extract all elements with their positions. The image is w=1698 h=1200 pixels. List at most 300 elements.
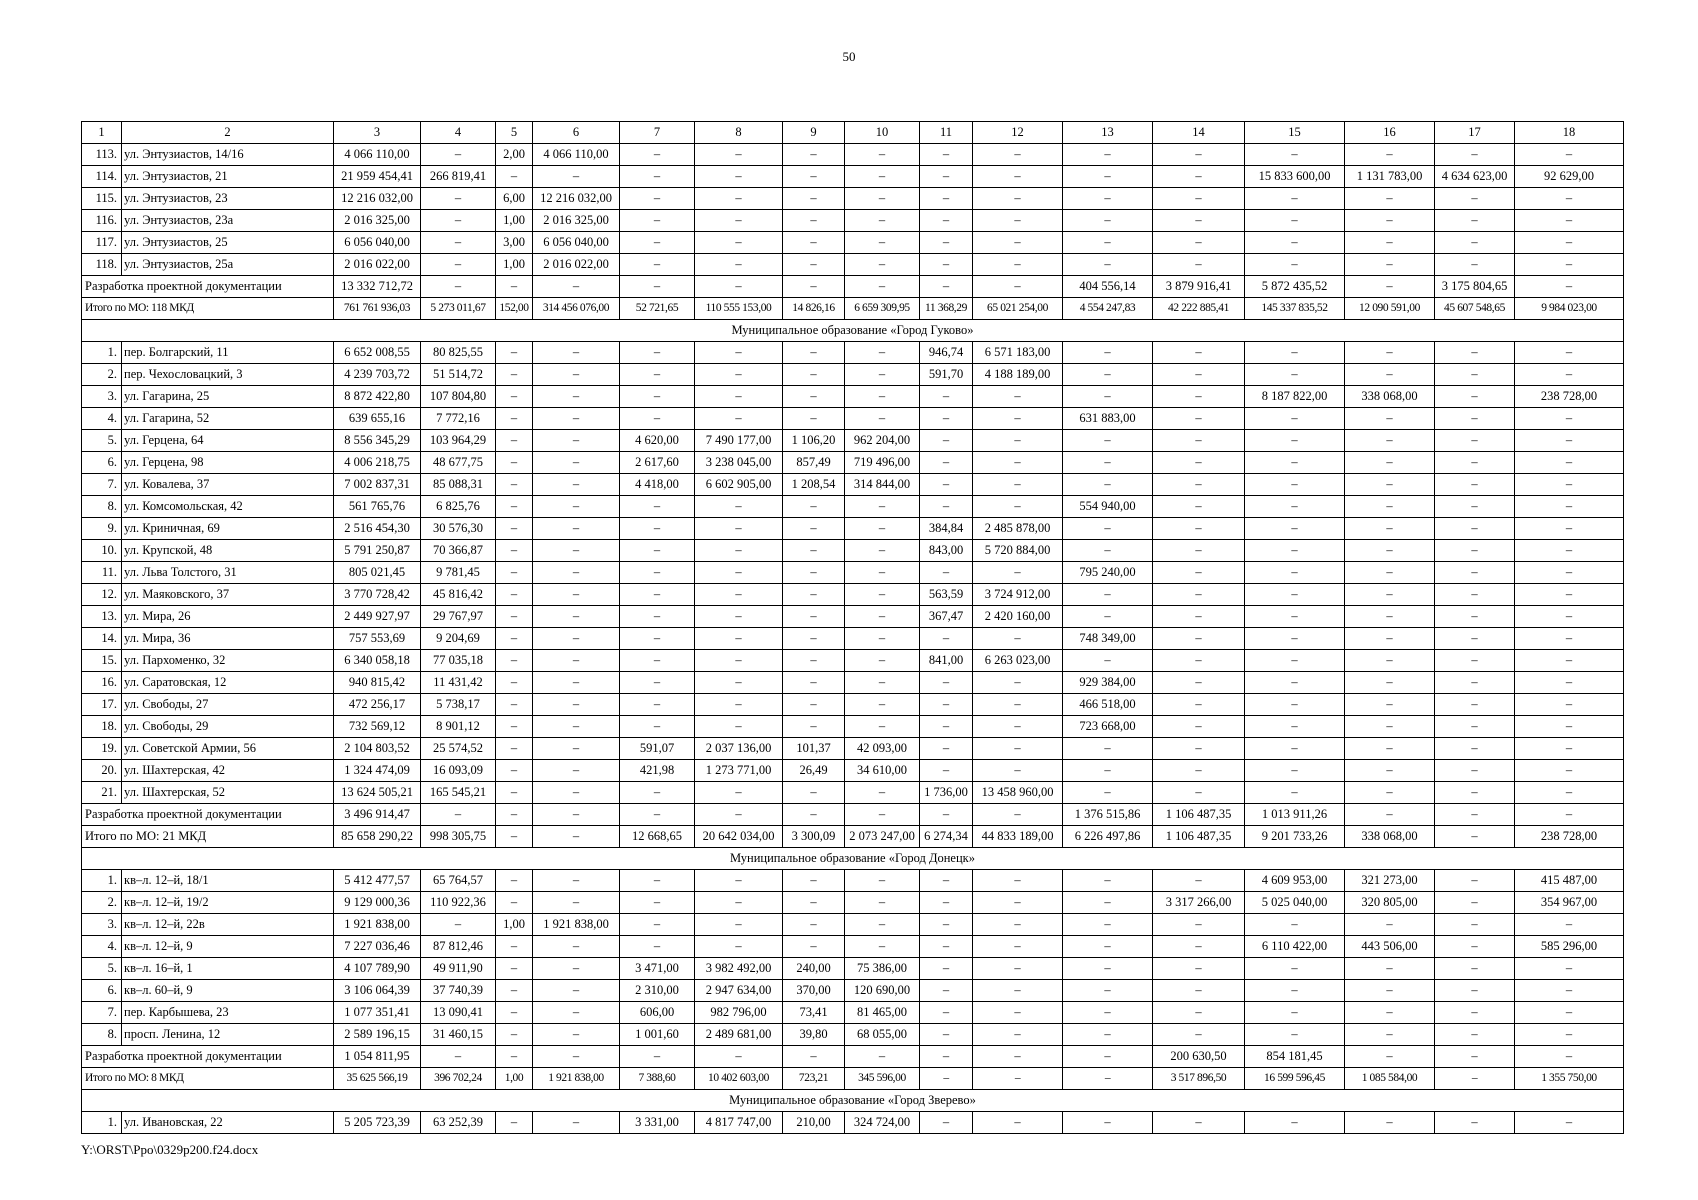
table-cell: – — [1515, 342, 1624, 364]
table-cell: – — [1435, 210, 1515, 232]
summary-row — [82, 298, 1624, 320]
table-cell: 7 490 177,00 — [695, 430, 783, 452]
table-cell: 761 761 936,03 — [334, 298, 421, 320]
table-cell: 2 016 022,00 — [533, 254, 620, 276]
table-cell: – — [1063, 870, 1153, 892]
table-cell: – — [1153, 430, 1245, 452]
table-cell: – — [1063, 606, 1153, 628]
table-cell: – — [533, 364, 620, 386]
table-cell: – — [920, 166, 973, 188]
table-cell: 421,98 — [620, 760, 695, 782]
table-cell: 51 514,72 — [421, 364, 496, 386]
table-cell: – — [496, 364, 533, 386]
table-cell: – — [1515, 716, 1624, 738]
table-cell: – — [620, 936, 695, 958]
table-cell: – — [620, 342, 695, 364]
table-cell: – — [1435, 716, 1515, 738]
table-row — [82, 628, 1624, 650]
table-cell: – — [920, 1002, 973, 1024]
table-cell: – — [496, 892, 533, 914]
table-cell: – — [533, 804, 620, 826]
table-cell: 14 — [1153, 122, 1245, 144]
table-cell: – — [973, 452, 1063, 474]
table-cell: 85 088,31 — [421, 474, 496, 496]
table-cell: кв–л. 12–й, 19/2 — [122, 892, 334, 914]
section-header-row — [82, 848, 1624, 870]
table-cell: 12. — [82, 584, 122, 606]
table-cell: – — [845, 540, 920, 562]
table-cell: 6. — [82, 452, 122, 474]
table-cell: 6 571 183,00 — [973, 342, 1063, 364]
table-cell: 1 001,60 — [620, 1024, 695, 1046]
table-cell: – — [1245, 782, 1345, 804]
table-cell: – — [783, 606, 845, 628]
table-cell: – — [783, 210, 845, 232]
table-cell: – — [1435, 826, 1515, 848]
table-cell: 8 187 822,00 — [1245, 386, 1345, 408]
table-cell: – — [620, 1046, 695, 1068]
table-cell: – — [496, 518, 533, 540]
table-cell: – — [1345, 452, 1435, 474]
table-cell: – — [496, 342, 533, 364]
table-cell: 116. — [82, 210, 122, 232]
table-cell: – — [496, 826, 533, 848]
table-cell: – — [695, 540, 783, 562]
table-cell: – — [1245, 980, 1345, 1002]
table-cell: – — [1345, 342, 1435, 364]
table-cell: 5 273 011,67 — [421, 298, 496, 320]
table-cell: – — [845, 386, 920, 408]
table-cell: 13. — [82, 606, 122, 628]
table-cell: 21. — [82, 782, 122, 804]
table-cell: – — [533, 562, 620, 584]
table-cell: – — [1153, 518, 1245, 540]
table-cell: ул. Герцена, 64 — [122, 430, 334, 452]
table-cell: – — [1515, 1024, 1624, 1046]
table-row — [82, 958, 1624, 980]
table-cell: – — [1153, 386, 1245, 408]
table-row — [82, 386, 1624, 408]
table-cell: ул. Энтузиастов, 25 — [122, 232, 334, 254]
table-cell: 3. — [82, 914, 122, 936]
table-row — [82, 166, 1624, 188]
table-cell: – — [620, 694, 695, 716]
table-cell: 841,00 — [920, 650, 973, 672]
table-cell: – — [783, 496, 845, 518]
table-cell: 210,00 — [783, 1112, 845, 1134]
table-cell: – — [1063, 1068, 1153, 1090]
table-cell: – — [1435, 254, 1515, 276]
table-cell: – — [1153, 166, 1245, 188]
table-cell: – — [845, 232, 920, 254]
table-cell: – — [1153, 980, 1245, 1002]
table-cell: ул. Гагарина, 52 — [122, 408, 334, 430]
table-cell: – — [533, 452, 620, 474]
table-cell: – — [1245, 518, 1345, 540]
table-cell: – — [533, 1024, 620, 1046]
table-cell: 1 054 811,95 — [334, 1046, 421, 1068]
table-cell: Разработка проектной документации — [82, 276, 334, 298]
table-cell: 2 589 196,15 — [334, 1024, 421, 1046]
table-cell: – — [1435, 144, 1515, 166]
table-cell: – — [920, 232, 973, 254]
table-cell: 4 066 110,00 — [533, 144, 620, 166]
table-cell: 2 037 136,00 — [695, 738, 783, 760]
table-cell: ул. Энтузиастов, 14/16 — [122, 144, 334, 166]
table-cell: – — [496, 936, 533, 958]
table-cell: – — [783, 914, 845, 936]
table-row — [82, 232, 1624, 254]
table-cell: 1,00 — [496, 914, 533, 936]
table-cell: 338 068,00 — [1345, 826, 1435, 848]
table-cell: 45 816,42 — [421, 584, 496, 606]
table-cell: – — [1245, 716, 1345, 738]
table-cell: – — [1435, 1112, 1515, 1134]
table-cell: – — [973, 1002, 1063, 1024]
table-cell: – — [1515, 584, 1624, 606]
table-cell: – — [533, 782, 620, 804]
table-row — [82, 716, 1624, 738]
table-cell: ул. Ковалева, 37 — [122, 474, 334, 496]
table-cell: – — [421, 210, 496, 232]
table-cell: 45 607 548,65 — [1435, 298, 1515, 320]
table-cell: – — [620, 144, 695, 166]
table-cell: 37 740,39 — [421, 980, 496, 1002]
table-cell: – — [783, 936, 845, 958]
table-cell: – — [973, 1024, 1063, 1046]
table-row — [82, 474, 1624, 496]
table-cell: 4. — [82, 408, 122, 430]
table-cell: – — [1515, 628, 1624, 650]
table-cell: – — [1153, 628, 1245, 650]
table-cell: 17. — [82, 694, 122, 716]
table-cell: – — [1515, 474, 1624, 496]
table-cell: – — [845, 892, 920, 914]
table-cell: 13 — [1063, 122, 1153, 144]
table-row — [82, 672, 1624, 694]
table-cell: 9 129 000,36 — [334, 892, 421, 914]
table-cell: – — [620, 518, 695, 540]
table-cell: кв–л. 12–й, 9 — [122, 936, 334, 958]
table-cell: – — [695, 364, 783, 386]
table-cell: 2 485 878,00 — [973, 518, 1063, 540]
table-cell: – — [496, 606, 533, 628]
table-cell: 9 — [783, 122, 845, 144]
table-cell: 1 921 838,00 — [533, 1068, 620, 1090]
table-cell: – — [973, 738, 1063, 760]
table-cell: – — [845, 518, 920, 540]
table-cell: ул. Комсомольская, 42 — [122, 496, 334, 518]
table-cell: – — [1245, 254, 1345, 276]
table-cell: – — [1435, 540, 1515, 562]
table-cell: – — [1435, 496, 1515, 518]
table-cell: Муниципальное образование «Город Зверево» — [82, 1090, 1624, 1112]
table-cell: – — [1345, 518, 1435, 540]
table-cell: – — [920, 738, 973, 760]
table-cell: – — [1063, 1024, 1153, 1046]
table-cell: – — [783, 254, 845, 276]
table-cell: – — [496, 430, 533, 452]
table-cell: 857,49 — [783, 452, 845, 474]
table-cell: 472 256,17 — [334, 694, 421, 716]
table-cell: 5 720 884,00 — [973, 540, 1063, 562]
table-cell: – — [620, 892, 695, 914]
table-cell: – — [695, 650, 783, 672]
table-cell: – — [1063, 892, 1153, 914]
table-cell: – — [920, 254, 973, 276]
table-cell: – — [1515, 914, 1624, 936]
table-cell: – — [496, 1112, 533, 1134]
table-cell: – — [1345, 1002, 1435, 1024]
table-cell: – — [1435, 760, 1515, 782]
table-cell: – — [1435, 408, 1515, 430]
table-row — [82, 144, 1624, 166]
table-cell: 563,59 — [920, 584, 973, 606]
table-cell: ул. Свободы, 27 — [122, 694, 334, 716]
table-cell: – — [1345, 804, 1435, 826]
table-cell: – — [1245, 738, 1345, 760]
table-cell: – — [533, 1002, 620, 1024]
table-cell: 3 770 728,42 — [334, 584, 421, 606]
table-cell: – — [1515, 452, 1624, 474]
table-cell: – — [695, 628, 783, 650]
table-cell: – — [533, 518, 620, 540]
table-cell: – — [533, 342, 620, 364]
table-cell: – — [1153, 562, 1245, 584]
table-cell: – — [1245, 562, 1345, 584]
table-cell: – — [421, 144, 496, 166]
table-cell: – — [920, 870, 973, 892]
table-cell: 554 940,00 — [1063, 496, 1153, 518]
table-cell: 719 496,00 — [845, 452, 920, 474]
table-cell: – — [1245, 694, 1345, 716]
table-cell: 117. — [82, 232, 122, 254]
table-cell: – — [1435, 650, 1515, 672]
table-cell: – — [421, 276, 496, 298]
table-cell: – — [533, 276, 620, 298]
table-cell: – — [1515, 364, 1624, 386]
table-cell: ул. Герцена, 98 — [122, 452, 334, 474]
table-cell: – — [1345, 694, 1435, 716]
table-cell: – — [1515, 1046, 1624, 1068]
table-cell: – — [421, 254, 496, 276]
table-cell: – — [620, 870, 695, 892]
table-cell: 3 106 064,39 — [334, 980, 421, 1002]
table-cell: – — [1345, 782, 1435, 804]
table-cell: – — [496, 496, 533, 518]
table-cell: – — [620, 804, 695, 826]
table-cell: 805 021,45 — [334, 562, 421, 584]
table-cell: – — [1345, 672, 1435, 694]
table-cell: ул. Свободы, 29 — [122, 716, 334, 738]
table-cell: – — [920, 452, 973, 474]
table-cell: – — [620, 188, 695, 210]
table-cell: – — [1435, 672, 1515, 694]
table-cell: 2 947 634,00 — [695, 980, 783, 1002]
table-cell: – — [533, 166, 620, 188]
table-cell: – — [1515, 1002, 1624, 1024]
table-cell: – — [695, 936, 783, 958]
table-cell: 6 110 422,00 — [1245, 936, 1345, 958]
table-cell: – — [620, 254, 695, 276]
table-cell: 5 205 723,39 — [334, 1112, 421, 1134]
table-cell: 2. — [82, 892, 122, 914]
table-cell: 15 — [1245, 122, 1345, 144]
table-cell: – — [695, 804, 783, 826]
summary-row — [82, 804, 1624, 826]
table-cell: – — [695, 232, 783, 254]
table-cell: – — [533, 870, 620, 892]
table-cell: – — [1153, 936, 1245, 958]
table-cell: – — [973, 562, 1063, 584]
table-cell: – — [1345, 276, 1435, 298]
table-row — [82, 210, 1624, 232]
table-cell: 13 458 960,00 — [973, 782, 1063, 804]
table-cell: – — [1345, 1024, 1435, 1046]
table-cell: – — [620, 386, 695, 408]
table-cell: – — [533, 584, 620, 606]
table-cell: ул. Мира, 36 — [122, 628, 334, 650]
table-cell: – — [620, 672, 695, 694]
table-cell: – — [973, 716, 1063, 738]
table-row — [82, 540, 1624, 562]
table-cell: – — [973, 936, 1063, 958]
table-cell: – — [1515, 430, 1624, 452]
table-cell: – — [973, 914, 1063, 936]
table-cell: просп. Ленина, 12 — [122, 1024, 334, 1046]
table-cell: – — [496, 1024, 533, 1046]
table-cell: – — [1063, 254, 1153, 276]
table-cell: Муниципальное образование «Город Донецк» — [82, 848, 1624, 870]
table-cell: 3 496 914,47 — [334, 804, 421, 826]
table-cell: – — [1345, 540, 1435, 562]
table-cell: – — [1345, 430, 1435, 452]
table-cell: – — [1245, 144, 1345, 166]
table-cell: – — [973, 254, 1063, 276]
table-cell: – — [973, 804, 1063, 826]
table-cell: Разработка проектной документации — [82, 804, 334, 826]
table-cell: – — [783, 364, 845, 386]
table-cell: 118. — [82, 254, 122, 276]
table-cell: 6 274,34 — [920, 826, 973, 848]
table-cell: – — [920, 386, 973, 408]
table-cell: – — [1435, 914, 1515, 936]
table-cell: 7 772,16 — [421, 408, 496, 430]
table-cell: 18. — [82, 716, 122, 738]
table-cell: – — [1153, 540, 1245, 562]
table-cell: – — [920, 1068, 973, 1090]
table-cell: – — [1515, 562, 1624, 584]
table-cell: – — [920, 408, 973, 430]
table-cell: 19. — [82, 738, 122, 760]
table-cell: – — [973, 1112, 1063, 1134]
table-row — [82, 892, 1624, 914]
table-cell: Итого по МО: 21 МКД — [82, 826, 334, 848]
table-cell: – — [1435, 364, 1515, 386]
table-cell: – — [1153, 1024, 1245, 1046]
table-row — [82, 760, 1624, 782]
table-cell: – — [783, 650, 845, 672]
table-cell: – — [533, 628, 620, 650]
table-cell: – — [1063, 430, 1153, 452]
table-cell: 8 556 345,29 — [334, 430, 421, 452]
table-cell: 92 629,00 — [1515, 166, 1624, 188]
table-cell: 101,37 — [783, 738, 845, 760]
table-cell: – — [783, 540, 845, 562]
table-cell: – — [496, 1046, 533, 1068]
table-cell: 443 506,00 — [1345, 936, 1435, 958]
table-cell: – — [973, 958, 1063, 980]
table-cell: – — [1515, 650, 1624, 672]
table-cell: 200 630,50 — [1153, 1046, 1245, 1068]
table-cell: – — [1345, 1112, 1435, 1134]
table-cell: ул. Энтузиастов, 21 — [122, 166, 334, 188]
table-cell: 25 574,52 — [421, 738, 496, 760]
table-cell: – — [845, 628, 920, 650]
table-cell: – — [920, 760, 973, 782]
table-cell: – — [845, 694, 920, 716]
table-cell: 4 239 703,72 — [334, 364, 421, 386]
table-cell: кв–л. 16–й, 1 — [122, 958, 334, 980]
table-cell: – — [1435, 694, 1515, 716]
table-cell: 338 068,00 — [1345, 386, 1435, 408]
table-cell: 145 337 835,52 — [1245, 298, 1345, 320]
table-cell: – — [973, 474, 1063, 496]
table-cell: 1 131 783,00 — [1345, 166, 1435, 188]
table-cell: – — [533, 430, 620, 452]
table-cell: – — [1435, 870, 1515, 892]
table-cell: – — [1153, 474, 1245, 496]
table-cell: – — [1435, 518, 1515, 540]
table-cell: – — [1245, 540, 1345, 562]
table-cell: – — [973, 760, 1063, 782]
table-cell: – — [1345, 188, 1435, 210]
table-cell: 3 331,00 — [620, 1112, 695, 1134]
table-cell: кв–л. 12–й, 22в — [122, 914, 334, 936]
table-cell: – — [973, 408, 1063, 430]
table-cell: 3,00 — [496, 232, 533, 254]
table-cell: – — [1435, 936, 1515, 958]
table-cell: – — [1063, 958, 1153, 980]
table-cell: 4 107 789,90 — [334, 958, 421, 980]
table-cell: – — [920, 188, 973, 210]
table-cell: – — [695, 584, 783, 606]
table-cell: – — [1153, 584, 1245, 606]
table-cell: – — [1435, 430, 1515, 452]
table-cell: – — [845, 584, 920, 606]
table-cell: 2 420 160,00 — [973, 606, 1063, 628]
table-cell: – — [920, 1024, 973, 1046]
table-cell: 1 106,20 — [783, 430, 845, 452]
table-cell: – — [1245, 606, 1345, 628]
table-cell: – — [1345, 210, 1435, 232]
table-cell: 110 922,36 — [421, 892, 496, 914]
table-cell: ул. Шахтерская, 52 — [122, 782, 334, 804]
table-cell: – — [1063, 650, 1153, 672]
table-cell: – — [1153, 188, 1245, 210]
table-cell: 1. — [82, 870, 122, 892]
table-cell: – — [620, 562, 695, 584]
table-cell: 12 090 591,00 — [1345, 298, 1435, 320]
table-cell: – — [695, 562, 783, 584]
table-cell: 9 201 733,26 — [1245, 826, 1345, 848]
table-cell: – — [973, 496, 1063, 518]
table-cell: 561 765,76 — [334, 496, 421, 518]
table-cell: – — [695, 672, 783, 694]
table-cell: – — [783, 804, 845, 826]
table-cell: – — [783, 562, 845, 584]
table-cell: – — [1345, 760, 1435, 782]
